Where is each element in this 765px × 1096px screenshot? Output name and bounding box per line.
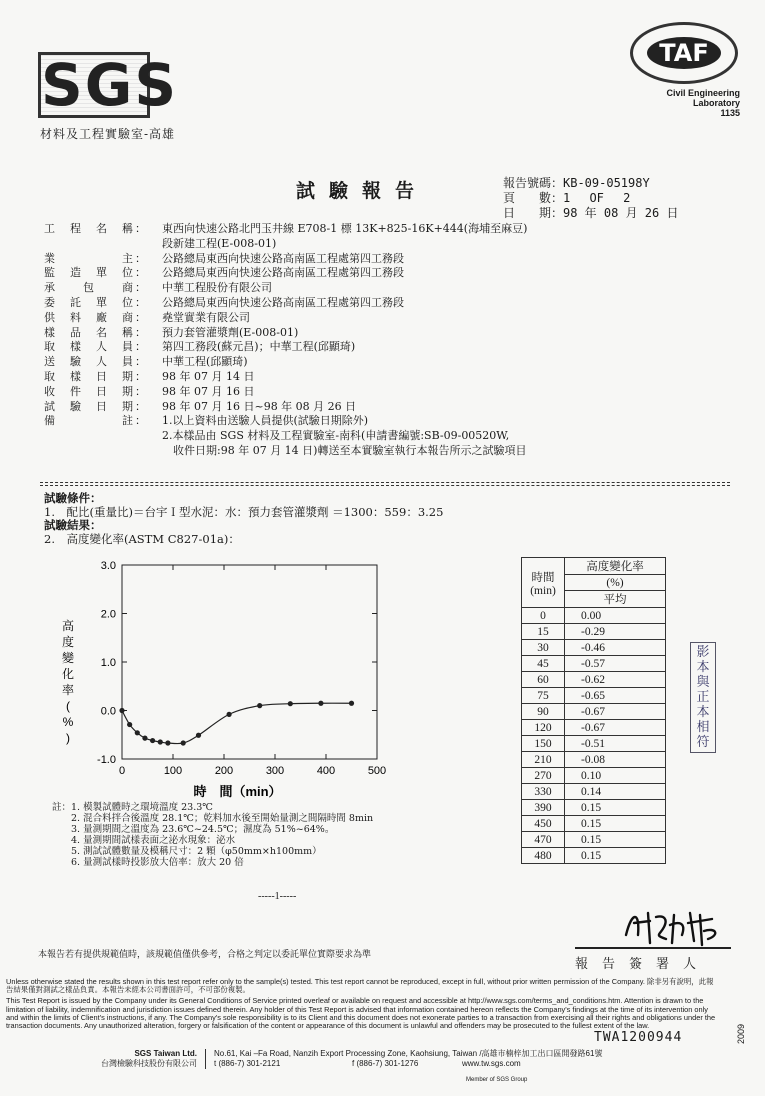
y-tick-label: 3.0 [100,560,116,572]
info-value: 段新建工程(E-008-01) [162,236,277,250]
time-cell: 120 [522,720,565,736]
company-en: SGS Taiwan Ltd. [134,1049,197,1058]
table-row [522,704,666,720]
test-conditions [44,492,443,546]
company-zh: 台灣檢驗科技股份有限公司 [101,1059,197,1068]
data-point [158,739,163,744]
info-value: 公路總局東西向快速公路高南區工程處第四工務段 [162,295,404,309]
time-cell: 75 [522,688,565,704]
table-row [522,624,666,640]
report-date: 日 期：98 年 08 月 26 日 [503,206,679,220]
x-tick-label: 400 [316,765,336,777]
phone: t (886-7) 301-2121 [214,1059,281,1068]
info-row [44,222,527,237]
value-cell: 0.10 [565,768,666,784]
project-info [44,222,527,459]
info-row [44,252,527,267]
time-cell: 270 [522,768,565,784]
table-row [522,688,666,704]
table-row [522,800,666,816]
y-axis-label: 高度變化率( % ) [61,619,75,745]
table-row [522,784,666,800]
data-point [257,703,262,708]
page-marker: -----1----- [258,891,297,902]
copy-stamp: 影本與正本相符 [690,642,716,753]
taf-line2: Laboratory [692,98,740,108]
member-of-sgs: Member of SGS Group [466,1077,528,1083]
info-row [44,355,527,370]
info-value: 1.以上資料由送驗人員提供(試驗日期除外) [162,414,369,428]
note-line: 2. 混合料拌合後溫度 28.1℃；乾料加水後至開始量測之間隔時間 8min [52,813,374,824]
taf-line1: Civil Engineering [666,88,740,98]
table-row [522,608,666,624]
plot-frame [122,565,377,759]
disclaimer: 本報告若有提供規範值時，該規範值僅供參考，合格之判定以委託單位實際要求為準 [38,950,372,960]
info-row [44,266,527,281]
fax: f (886-7) 301-1276 [352,1059,419,1068]
info-value: 98 年 07 月 16 日~98 年 08 月 26 日 [162,399,357,413]
info-label: 委 託 單 位： [44,295,148,309]
time-cell: 0 [522,608,565,624]
info-value: 中華工程(邱顯琦) [162,355,248,369]
sgs-logo: SGS [38,52,150,118]
value-cell: -0.29 [565,624,666,640]
info-value: 2.本樣品由 SGS 材料及工程實驗室-南科(申請書編號:SB-09-00520W, [162,429,510,443]
x-axis-label: 時 間（min） [193,784,282,799]
height-change-chart [52,555,392,800]
time-cell: 450 [522,816,565,832]
data-point [196,733,201,738]
info-row [44,340,527,355]
taf-logo [630,22,738,84]
time-header-unit: (min) [530,584,556,597]
conditions-line2: 2. 高度變化率(ASTM C827-01a)： [44,531,240,546]
taf-logo-text: TAF [647,37,721,69]
time-cell: 330 [522,784,565,800]
time-header [522,558,565,608]
year-mark: 2009 [736,1024,746,1045]
x-tick-label: 100 [163,765,183,777]
info-row [44,385,527,400]
info-row [44,281,527,296]
table-row [522,752,666,768]
y-tick-label: 1.0 [100,657,116,669]
info-value: 中華工程股份有限公司 [162,281,272,295]
value-header: 高度變化率 [565,558,666,575]
value-unit-header: (%) [565,575,666,591]
info-label: 供 料 廠 商： [44,310,148,324]
value-cell: -0.46 [565,640,666,656]
value-cell: 0.15 [565,832,666,848]
fine-print-2: This Test Report is issued by the Company under its General Conditions of Service printed overleaf or available on request and accessible at http://www.sgs.com/terms_and_conditions.htm. Attention is drawn to the limitation of liability, indemnification and jurisdiction issues defined therein. Any holder of this Test Report is advised that information contained hereon reflects the Company's findings at the time of its intervention only and within the limits of Client's instructions, if any. The Company's sole responsibility is to its Client and this document does not exonerate parties to a transaction from exercising all their rights and obligations under the transaction documents. Any unauthorized alteration, forgery or falsification of the content or appearance of this document is unlawful and offenders may be prosecuted to the fullest extent of the law. [6,996,716,1031]
info-value: 98 年 07 月 14 日 [162,369,255,383]
table-row [522,848,666,864]
data-point [227,712,232,717]
report-meta [503,176,678,221]
footer [55,1049,602,1069]
twa-number: TWA1200944 [594,1030,683,1045]
info-label [44,444,162,459]
taf-line3: 1135 [720,108,740,118]
time-cell: 470 [522,832,565,848]
website[interactable]: www.tw.sgs.com [462,1059,521,1068]
note-line: 5. 測試試體數量及模稱尺寸：2 顆（φ50mm×h100mm） [52,846,322,857]
data-point [349,701,354,706]
info-label: 取 樣 日 期： [44,369,148,383]
value-sub-header: 平均 [565,591,666,608]
info-row [44,444,527,459]
note-line: 註：1. 模製試體時之環境溫度 23.3℃ [52,802,213,813]
info-value: 堯堂實業有限公司 [162,310,250,324]
time-header-label: 時間 [531,571,555,584]
info-value: 預力套管灌漿劑(E-008-01) [162,325,299,339]
value-cell: 0.15 [565,848,666,864]
results-table [521,557,666,864]
table-row [522,720,666,736]
info-row [44,237,527,252]
info-label: 業 主： [44,251,148,265]
info-label: 取 樣 人 員： [44,340,148,354]
info-value: 公路總局東西向快速公路高南區工程處第四工務段 [162,266,404,280]
info-row [44,414,527,429]
time-cell: 150 [522,736,565,752]
separator-line [40,485,730,486]
separator-line [40,482,730,483]
info-label [44,237,162,252]
signer-label: 報告簽署人 [575,947,731,972]
data-point [318,701,323,706]
lab-name: 材料及工程實驗室-高雄 [40,127,176,141]
report-page: 頁 數：1 OF 2 [503,191,631,205]
y-tick-label: 0.0 [100,705,116,718]
data-point [165,740,170,745]
x-tick-label: 200 [214,765,234,777]
table-row [522,640,666,656]
table-row [522,816,666,832]
data-point [127,722,132,727]
value-cell: 0.00 [565,608,666,624]
fine-print [6,978,718,1033]
time-cell: 480 [522,848,565,864]
y-tick-label: 2.0 [100,608,116,621]
data-point [135,730,140,735]
table-row [522,672,666,688]
value-cell: -0.67 [565,704,666,720]
results-heading: 試驗結果： [44,518,102,532]
info-label: 工 程 名 稱： [44,222,148,235]
fine-print-1: Unless otherwise stated the results shown in this test report refer only to the sample(s) tested. This test report cannot be reproduced, except in full, without prior written permission of the Company. 除非另有說明，此報告結果僅對測試之樣品負責。本報告未經本公司書面許可，不可部份複製。 [6,977,714,995]
value-cell: -0.62 [565,672,666,688]
taf-lab-text [640,88,740,118]
report-title: 試驗報告 [296,180,429,202]
info-label: 送 驗 人 員： [44,355,148,369]
value-cell: -0.57 [565,656,666,672]
data-point [119,708,124,713]
value-cell: -0.67 [565,720,666,736]
data-point [142,736,147,741]
data-point [288,701,293,706]
time-cell: 210 [522,752,565,768]
report-number: 報告號碼：KB-09-05198Y [503,176,650,190]
info-label: 監 造 單 位： [44,266,148,280]
note-line: 3. 量測期間之溫度為 23.6℃~24.5℃；濕度為 51%~64%。 [52,824,335,835]
info-value: 98 年 07 月 16 日 [162,384,255,398]
info-value: 第四工務段(蘇元昌)；中華工程(邱顯琦) [162,340,356,354]
table-row [522,768,666,784]
info-value: 收件日期:98 年 07 月 14 日)轉送至本實驗室執行本報告所示之試驗項目 [162,443,527,457]
x-tick-label: 0 [118,765,126,777]
x-tick-label: 300 [265,765,285,777]
info-row [44,400,527,415]
info-row [44,370,527,385]
time-cell: 15 [522,624,565,640]
time-cell: 90 [522,704,565,720]
note-line: 6. 量測試樣時投影放大倍率：放大 20 倍 [52,857,244,868]
time-cell: 45 [522,656,565,672]
info-row [44,296,527,311]
value-cell: -0.51 [565,736,666,752]
info-label: 備 註： [44,414,148,428]
series-line [122,703,352,743]
info-label: 收 件 日 期： [44,384,148,398]
value-cell: 0.15 [565,816,666,832]
info-label: 試 驗 日 期： [44,399,148,413]
info-row [44,311,527,326]
notes [52,802,373,868]
conditions-line1: 1. 配比(重量比)＝台宇Ｉ型水泥：水：預力套管灌漿劑 ＝1300：559：3.25 [44,504,444,519]
conditions-heading: 試驗條件： [44,491,102,505]
data-point [181,740,186,745]
time-cell: 60 [522,672,565,688]
address: No.61, Kai –Fa Road, Nanzih Export Processing Zone, Kaohsiung, Taiwan /高雄市楠梓加工出口區開發路61號 [214,1049,603,1058]
table-row [522,736,666,752]
table-row [522,832,666,848]
value-cell: -0.65 [565,688,666,704]
info-label: 承 包 商： [44,281,148,295]
info-label: 樣 品 名 稱： [44,325,148,339]
note-line: 4. 量測期間試樣表面之泌水現象：泌水 [52,835,236,846]
info-row [44,326,527,341]
y-tick-label: -1.0 [97,754,116,766]
value-cell: 0.15 [565,800,666,816]
info-value: 東西向快速公路北門玉井線 E708-1 標 13K+825-16K+444(海埔至麻豆) [162,222,528,235]
time-cell: 30 [522,640,565,656]
x-tick-label: 500 [367,765,387,777]
data-point [150,738,155,743]
info-value: 公路總局東西向快速公路高南區工程處第四工務段 [162,251,404,265]
value-cell: -0.08 [565,752,666,768]
info-label [44,429,162,444]
info-row [44,429,527,444]
value-cell: 0.14 [565,784,666,800]
signature [620,905,730,949]
table-row [522,656,666,672]
time-cell: 390 [522,800,565,816]
